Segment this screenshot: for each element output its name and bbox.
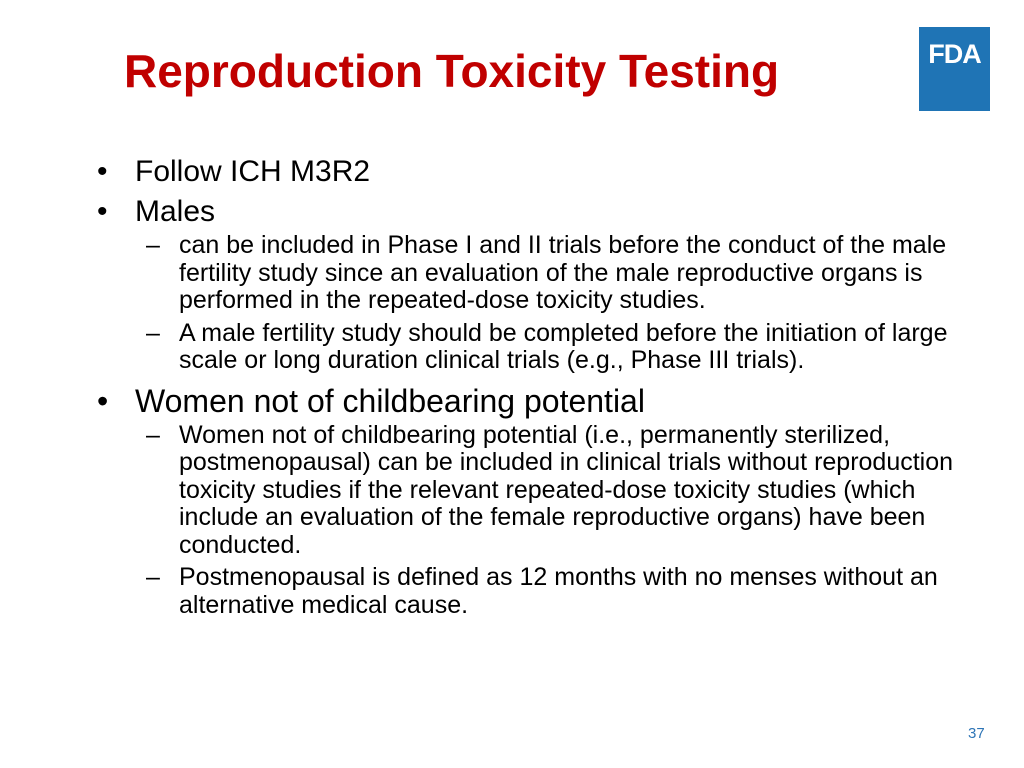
bullet-text: Women not of childbearing potential bbox=[135, 382, 645, 419]
sub-bullet-text: can be included in Phase I and II trials before the conduct of the male fertility study since an evaluation of the male reproductive organs is performed in the repeated-dose toxicity studies. bbox=[179, 231, 947, 314]
sub-bullet-text: Postmenopausal is defined as 12 months with no menses without an alternative medical cause. bbox=[179, 563, 938, 619]
dash-icon: – bbox=[146, 231, 160, 259]
dash-icon: – bbox=[146, 420, 160, 449]
bullet-text: Males bbox=[135, 195, 216, 228]
bullet-text: Follow ICH M3R2 bbox=[135, 155, 371, 188]
fda-logo-text: FDA bbox=[928, 39, 981, 69]
bullet-item bbox=[0, 380, 1024, 422]
sub-bullet-item bbox=[0, 564, 959, 619]
bullet-icon: • bbox=[97, 155, 108, 188]
sub-bullet-item bbox=[0, 422, 959, 560]
slide-body bbox=[0, 152, 1024, 624]
bullet-item bbox=[0, 152, 1024, 192]
bullet-item bbox=[0, 192, 1024, 232]
sub-bullet-item bbox=[0, 320, 959, 375]
slide-title: Reproduction Toxicity Testing bbox=[124, 45, 780, 97]
sub-bullet-item bbox=[0, 232, 959, 315]
bullet-icon: • bbox=[97, 195, 108, 228]
page-number: 37 bbox=[968, 725, 985, 742]
dash-icon: – bbox=[146, 318, 160, 347]
sub-bullet-text: A male fertility study should be completed before the initiation of large scale or long duration clinical trials (e.g., Phase III trials). bbox=[179, 318, 948, 374]
fda-logo bbox=[919, 27, 990, 111]
sub-bullet-text: Women not of childbearing potential (i.e., permanently sterilized, postmenopausal) can be included in clinical trials without reproduction toxicity studies if the relevant repeated-dose toxicity studies (which include an evaluation of the female reproductive organs) have been conducted. bbox=[179, 420, 954, 559]
bullet-icon: • bbox=[97, 382, 109, 419]
dash-icon: – bbox=[146, 563, 160, 591]
